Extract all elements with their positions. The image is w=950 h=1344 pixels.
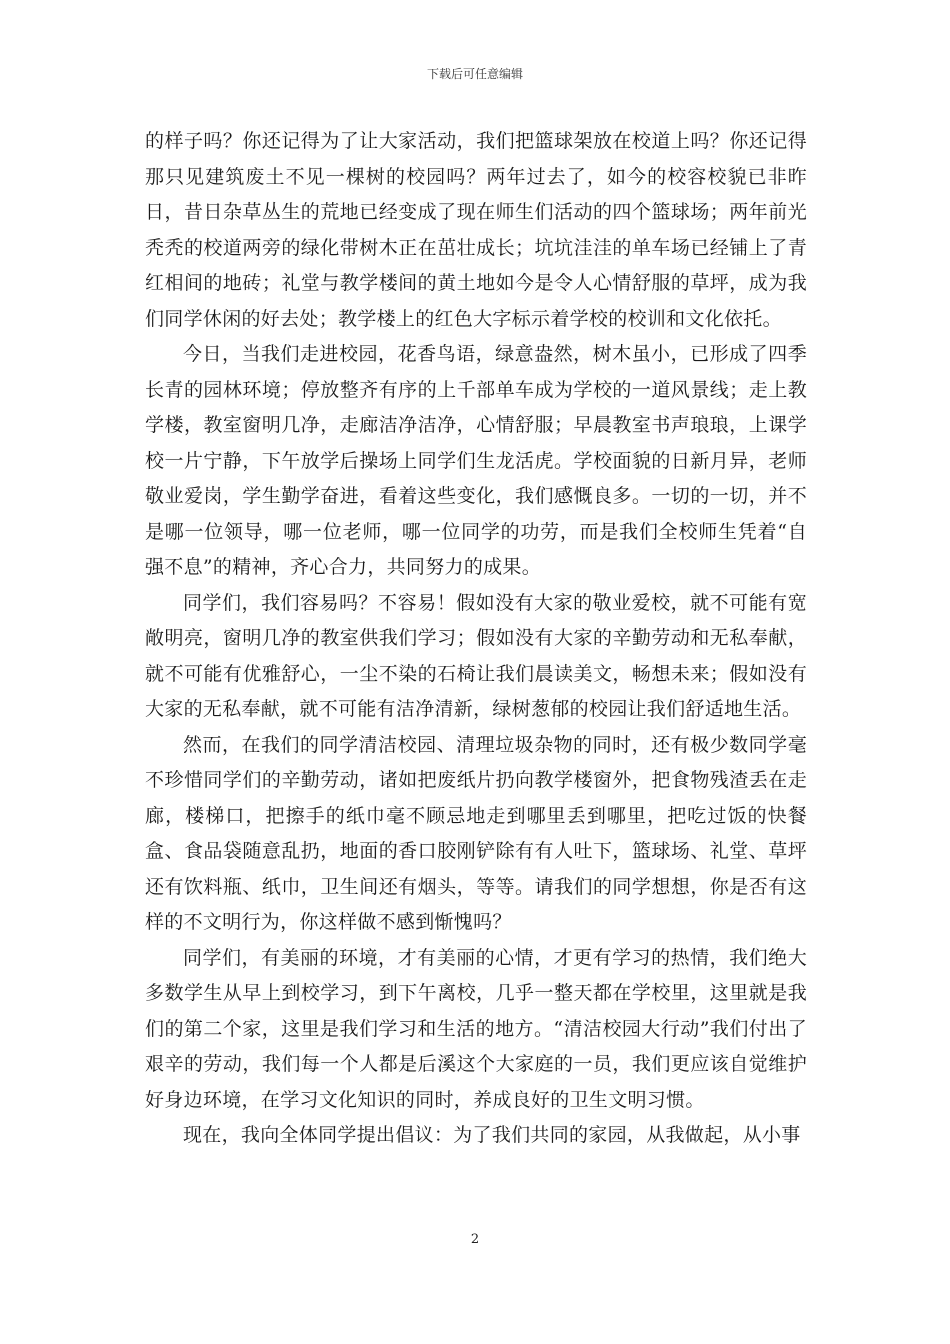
paragraph-3: 同学们，我们容易吗？不容易！假如没有大家的敬业爱校，就不可能有宽敞明亮，窗明几净的教室供我们学习；假如没有大家的辛勤劳动和无私奉献，就不可能有优雅舒心，一尘不染的石椅让我们晨读美文，畅想未来；假如没有大家的无私奉献，就不可能有洁净清新，绿树葱郁的校园让我们舒适地生活。	[145, 591, 807, 720]
paragraph-6: 现在，我向全体同学提出倡议：为了我们共同的家园，从我做起，从小事	[183, 1124, 801, 1146]
paragraph-2: 今日，当我们走进校园，花香鸟语，绿意盎然，树木虽小，已形成了四季长青的园林环境；停放整齐有序的上千部单车成为学校的一道风景线；走上教学楼，教室窗明几净，走廊洁净洁净，心情舒服；早晨教室书声琅琅，上课学校一片宁静，下午放学后操场上同学们生龙活虎。学校面貌的日新月异，老师敬业爱岗，学生勤学奋进，看着这些变化，我们感慨良多。一切的一切，并不是哪一位领导，哪一位老师，哪一位同学的功劳，而是我们全校师生凭着“自强不息”的精神，齐心合力，共同努力的成果。	[145, 343, 807, 578]
paragraph-4: 然而，在我们的同学清洁校园、清理垃圾杂物的同时，还有极少数同学毫不珍惜同学们的辛勤劳动，诸如把废纸片扔向教学楼窗外，把食物残渣丢在走廊，楼梯口，把擦手的纸巾毫不顾忌地走到哪里丢到哪里，把吃过饭的快餐盒、食品袋随意乱扔，地面的香口胶刚铲除有有人吐下，篮球场、礼堂、草坪还有饮料瓶、纸巾，卫生间还有烟头，等等。请我们的同学想想，你是否有这样的不文明行为，你这样做不感到惭愧吗？	[145, 733, 807, 933]
page-header: 下载后可任意编辑	[426, 67, 523, 81]
document-body	[145, 124, 807, 1154]
paragraph-5: 同学们，有美丽的环境，才有美丽的心情，才更有学习的热情，我们绝大多数学生从早上到校学习，到下午离校，几乎一整天都在学校里，这里就是我们的第二个家，这里是我们学习和生活的地方。“清洁校园大行动”我们付出了艰辛的劳动，我们每一个人都是后溪这个大家庭的一员，我们更应该自觉维护好身边环境，在学习文化知识的同时，养成良好的卫生文明习惯。	[145, 946, 807, 1111]
page-number: 2	[470, 1232, 480, 1247]
paragraph-1: 的样子吗？你还记得为了让大家活动，我们把篮球架放在校道上吗？你还记得那只见建筑废土不见一棵树的校园吗？两年过去了，如今的校容校貌已非昨日，昔日杂草丛生的荒地已经变成了现在师生们活动的四个篮球场；两年前光秃秃的校道两旁的绿化带树木正在茁壮成长；坑坑洼洼的单车场已经铺上了青红相间的地砖；礼堂与教学楼间的黄土地如今是令人心情舒服的草坪，成为我们同学休闲的好去处；教学楼上的红色大字标示着学校的校训和文化依托。	[145, 130, 807, 330]
